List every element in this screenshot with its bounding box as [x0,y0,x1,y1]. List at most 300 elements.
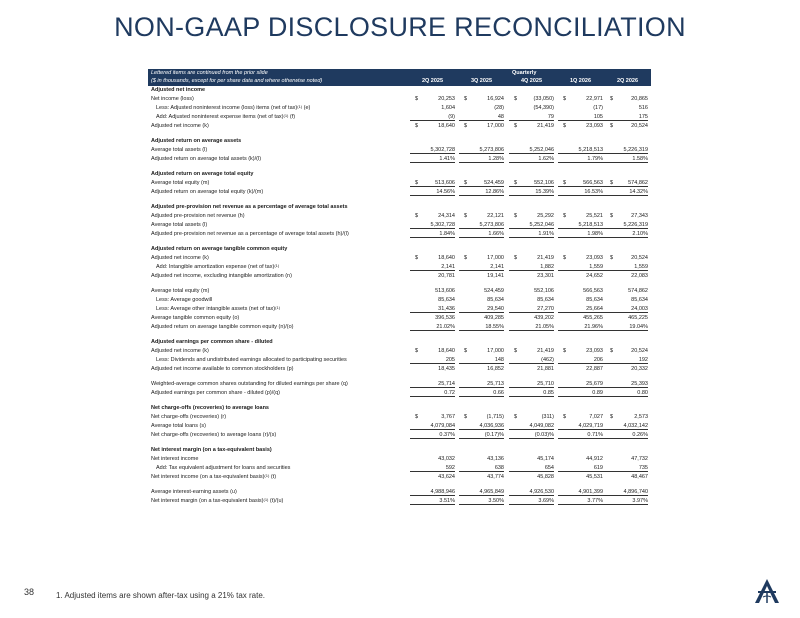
table-cell: 2.10% [603,230,648,238]
table-cell: 23,093 [586,348,603,354]
row-label-text: Average total assets (l) [151,222,208,228]
currency-symbol: $ [610,213,614,219]
table-cell: 552,106 [509,179,554,187]
row-label [151,473,276,482]
table-cell: 20,332 [631,366,648,372]
row-label-text: Adjusted return on average total equity [151,171,254,177]
table-cell: 654 [509,464,554,472]
col-header: 2Q 2026 [616,78,639,84]
table-cell: 79 [509,113,554,121]
table-row [148,314,651,323]
table-cell: 45,828 [537,474,554,480]
row-label-text: Less: Adjusted noninterest income (loss) items (net of tax) [156,105,298,111]
currency-symbol: $ [563,123,567,129]
table-cell: 14.56% [410,188,455,196]
table-cell: 16,852 [487,366,504,372]
table-cell: 1,604 [441,105,455,111]
table-cell: 25,521 [586,213,603,219]
row-label [151,404,269,413]
row-label-text: Adjusted return on average tangible common equity [151,246,288,252]
table-row [148,356,651,365]
currency-symbol: $ [610,180,614,186]
table-cell: 4,032,142 [603,422,648,430]
table-cell: 566,563 [583,288,603,294]
table-cell: 5,273,806 [459,221,504,229]
row-label [151,365,293,374]
table-cell: 2,573 [634,414,648,420]
row-label [151,338,273,347]
col-header: 1Q 2026 [569,78,592,84]
section-heading [148,86,651,95]
row-label-text: Net interest income [151,456,199,462]
table-cell: (311) [541,414,554,420]
table-row [148,263,651,272]
table-cell: 45,531 [586,474,603,480]
row-label-text: Adjusted net income available to common stockholders (p) [151,366,294,372]
row-label [151,146,207,155]
currency-symbol: $ [514,414,518,420]
reconciliation-table [148,69,651,506]
section-heading [148,203,651,212]
table-cell: 23,301 [537,273,554,279]
col-header: 3Q 2025 [470,78,493,84]
row-label-text: Net interest income (on a tax-equivalent basis) [151,474,265,480]
row-label-text: Adjusted earnings per common share - diluted [151,339,273,345]
row-label-text: Average total equity (m) [151,288,210,294]
table-cell: 574,862 [603,179,648,187]
row-label [151,347,209,356]
table-cell: 4,079,084 [410,422,455,430]
row-label [151,155,261,164]
row-label [151,287,209,296]
table-cell: 5,252,046 [509,221,554,229]
table-row [148,305,651,314]
footnote: 1. Adjusted items are shown after-tax using a 21% tax rate. [56,591,265,600]
table-cell: 1.84% [410,230,455,238]
table-cell: 20,524 [631,255,648,261]
table-cell: 5,226,319 [603,221,648,229]
header-group: Quarterly [512,70,537,76]
table-cell: 2,141 [410,263,455,271]
currency-symbol: $ [415,96,419,102]
table-cell: 0.71% [558,431,603,439]
row-label-text: Adjusted return on average total equity (k)/(m) [151,189,264,195]
table-row [148,254,651,263]
row-label-text: Adjusted pre-provision net revenue as a percentage of average total assets [151,204,348,210]
table-row [148,413,651,422]
table-cell: 18.55% [459,323,504,331]
table-cell: 43,624 [438,474,455,480]
table-row [148,287,651,296]
currency-symbol: $ [514,180,518,186]
footnote-marker: (1) [297,104,303,109]
row-label [156,356,347,365]
table-cell: 3.77% [558,497,603,505]
currency-symbol: $ [514,348,518,354]
currency-symbol: $ [415,123,419,129]
table-cell: 21.05% [509,323,554,331]
table-cell: (17) [593,105,603,111]
table-cell: 43,774 [487,474,504,480]
table-cell: 47,732 [631,456,648,462]
row-label [151,137,241,146]
table-cell: 619 [558,464,603,472]
row-label-suffix: (t)/(u) [268,498,284,504]
table-cell: 43,032 [438,456,455,462]
row-label [151,179,209,188]
table-cell: (33,050) [533,96,554,102]
row-label-text: Adjusted net income (k) [151,255,209,261]
row-label-text: Average total loans (s) [151,423,206,429]
table-cell: 85,634 [438,297,455,303]
currency-symbol: $ [464,213,468,219]
row-label-text: Adjusted return on average assets [151,138,242,144]
table-cell: 27,343 [631,213,648,219]
row-label-text: Adjusted net income (k) [151,123,209,129]
table-cell: 25,710 [509,380,554,388]
table-cell: 12.86% [459,188,504,196]
section-heading [148,446,651,455]
table-cell: 25,679 [558,380,603,388]
table-row [148,155,651,164]
table-cell: 1.58% [603,155,648,163]
row-label [151,230,349,239]
table-cell: 513,606 [410,179,455,187]
table-cell: 18,640 [438,348,455,354]
table-cell: 1.79% [558,155,603,163]
table-cell: 1,559 [603,263,648,271]
table-cell: 4,029,719 [558,422,603,430]
row-label [156,305,280,314]
table-cell: 2,141 [459,263,504,271]
table-row [148,473,651,482]
table-cell: 4,926,530 [509,488,554,496]
currency-symbol: $ [464,255,468,261]
table-cell: 24,003 [603,305,648,313]
table-cell: 25,713 [459,380,504,388]
page-title: NON-GAAP DISCLOSURE RECONCILIATION [114,12,686,42]
table-cell: 20,524 [631,348,648,354]
currency-symbol: $ [464,180,468,186]
table-cell: 48 [459,113,504,121]
row-label-text: Add: Tax equivalent adjustment for loans and securities [156,465,291,471]
row-label-text: Adjusted net income, excluding intangible amortization (n) [151,273,292,279]
row-label-text: Less: Dividends and undistributed earnings allocated to participating securities [156,357,347,363]
table-cell: 0.80 [603,389,648,397]
table-cell: 638 [459,464,504,472]
row-label-text: Weighted-average common shares outstanding for diluted earnings per share (q) [151,381,348,387]
row-label-text: Net income (loss) [151,96,194,102]
table-cell: 0.72 [410,389,455,397]
table-cell: 455,265 [583,315,603,321]
table-cell: 15.39% [509,188,554,196]
row-label-text: Adjusted return on average tangible common equity (n)/(o) [151,324,294,330]
section-heading [148,338,651,347]
currency-symbol: $ [415,213,419,219]
table-cell: 5,218,513 [558,221,603,229]
table-header [148,69,651,86]
table-cell: 175 [603,113,648,121]
table-cell: 45,174 [537,456,554,462]
row-label-text: Less: Average other intangible assets (net of tax) [156,306,276,312]
table-cell: 19,141 [487,273,504,279]
row-label [151,488,237,497]
currency-symbol: $ [464,348,468,354]
currency-symbol: $ [415,414,419,420]
table-cell: 29,540 [459,305,504,313]
row-label [156,296,212,305]
currency-symbol: $ [610,348,614,354]
table-cell: 17,000 [487,348,504,354]
table-cell: 4,988,946 [410,488,455,496]
header-units: ($ in thousands, except for per share data and where otherwise noted) [151,78,323,84]
row-label-text: Net interest margin (on a tax-equivalent basis) [151,447,272,453]
footnote-marker: (1) [263,497,269,502]
table-cell: 3.69% [509,497,554,505]
table-cell: 21,419 [537,255,554,261]
table-cell: 14.32% [603,188,648,196]
table-cell: 1.98% [558,230,603,238]
table-row [148,347,651,356]
row-label [151,254,209,263]
table-cell: 22,083 [631,273,648,279]
table-cell: 3.50% [459,497,504,505]
currency-symbol: $ [514,213,518,219]
table-cell: 0.89 [558,389,603,397]
table-cell: 7,027 [589,414,603,420]
table-cell: 24,314 [438,213,455,219]
col-header: 2Q 2025 [421,78,444,84]
row-label [156,263,279,272]
row-label-suffix: (t) [269,474,277,480]
table-cell: 23,093 [586,255,603,261]
row-label-suffix: (e) [302,105,311,111]
table-cell: 0.66 [459,389,504,397]
table-cell: (28) [494,105,504,111]
section-heading [148,170,651,179]
table-cell: 4,965,849 [459,488,504,496]
table-cell: 5,252,046 [509,146,554,154]
table-cell: 85,634 [631,297,648,303]
table-row [148,389,651,398]
table-cell: 25,664 [558,305,603,313]
table-cell: 0.85 [509,389,554,397]
row-label [151,212,245,221]
currency-symbol: $ [415,348,419,354]
table-cell: (1,715) [486,414,504,420]
row-label-text: Average interest-earning assets (u) [151,489,237,495]
table-cell: 516 [638,105,648,111]
table-cell: 18,435 [438,366,455,372]
currency-symbol: $ [610,96,614,102]
row-label [151,221,207,230]
row-label [156,113,295,122]
table-cell: 1.66% [459,230,504,238]
table-cell: 20,253 [438,96,455,102]
currency-symbol: $ [415,180,419,186]
table-cell: 1.41% [410,155,455,163]
table-cell: 20,781 [438,273,455,279]
row-label [151,431,276,440]
table-cell: 574,862 [628,288,648,294]
table-cell: 27,270 [509,305,554,313]
table-cell: 31,436 [410,305,455,313]
table-row [148,104,651,113]
table-cell: 22,971 [586,96,603,102]
table-cell: (0.03)% [509,431,554,439]
table-cell: (54,390) [533,105,554,111]
table-row [148,488,651,497]
table-cell: 192 [603,356,648,364]
currency-symbol: $ [610,123,614,129]
table-cell: 206 [558,356,603,364]
table-row [148,113,651,122]
row-label-text: Average total equity (m) [151,180,210,186]
row-label [151,95,194,104]
row-label [151,455,198,464]
row-label-text: Average tangible common equity (o) [151,315,240,321]
table-cell: 19.04% [603,323,648,331]
table-cell: 1.91% [509,230,554,238]
table-row [148,323,651,332]
table-cell: 513,606 [435,288,455,294]
row-label [151,380,348,389]
table-cell: 25,393 [603,380,648,388]
table-cell: (0.17)% [459,431,504,439]
currency-symbol: $ [514,123,518,129]
table-cell: 1.28% [459,155,504,163]
table-cell: 465,225 [628,315,648,321]
table-row [148,122,651,131]
table-cell: 44,912 [586,456,603,462]
table-row [148,95,651,104]
table-cell: 524,459 [484,288,504,294]
row-label-text: Adjusted earnings per common share - diluted (p)/(q) [151,390,281,396]
table-cell: 5,273,806 [459,146,504,154]
table-cell: 4,901,399 [558,488,603,496]
currency-symbol: $ [563,348,567,354]
currency-symbol: $ [464,414,468,420]
row-label [151,188,263,197]
table-cell: 23,093 [586,123,603,129]
row-label [151,314,239,323]
currency-symbol: $ [563,414,567,420]
row-label [151,170,253,179]
table-cell: 18,640 [438,123,455,129]
page-number: 38 [24,587,35,597]
table-cell: 0.37% [410,431,455,439]
table-cell: 85,634 [586,297,603,303]
footnote-marker: (1) [274,263,280,268]
row-label-text: Adjusted net income [151,87,206,93]
table-cell: 0.26% [603,431,648,439]
table-row [148,497,651,506]
table-cell: 21.02% [410,323,455,331]
table-row [148,212,651,221]
table-row [148,380,651,389]
row-label [151,446,272,455]
table-body [148,86,651,506]
row-label-text: Adjusted return on average total assets (k)/(l) [151,156,262,162]
table-cell: 21.96% [558,323,603,331]
table-cell: 18,640 [438,255,455,261]
table-cell: 409,285 [484,315,504,321]
table-cell: 4,896,740 [603,488,648,496]
table-cell: 3,767 [441,414,455,420]
row-label [151,389,280,398]
table-cell: 22,121 [487,213,504,219]
table-row [148,221,651,230]
row-label [151,272,292,281]
row-label-text: Net interest margin (on a tax-equivalent basis) [151,498,264,504]
row-label-text: Net charge-offs (recoveries) (r) [151,414,227,420]
currency-symbol: $ [563,255,567,261]
table-cell: 552,106 [534,288,554,294]
table-cell: 21,419 [537,123,554,129]
row-label [151,497,283,506]
row-label [151,86,205,95]
table-cell: 17,000 [487,255,504,261]
table-cell: (462) [509,356,554,364]
section-heading [148,404,651,413]
table-cell: 1.62% [509,155,554,163]
company-logo-icon [752,578,782,604]
row-label [151,122,209,131]
currency-symbol: $ [563,213,567,219]
table-cell: 1,882 [509,263,554,271]
table-cell: 105 [558,113,603,121]
currency-symbol: $ [514,96,518,102]
table-cell: 148 [459,356,504,364]
currency-symbol: $ [464,123,468,129]
row-label [151,413,226,422]
currency-symbol: $ [514,255,518,261]
table-row [148,296,651,305]
table-row [148,455,651,464]
table-cell: 396,536 [435,315,455,321]
table-row [148,272,651,281]
table-row [148,179,651,188]
table-cell: 4,049,082 [509,422,554,430]
table-cell: 25,714 [410,380,455,388]
table-cell: (9) [410,113,455,121]
row-label-text: Add: Adjusted noninterest expense items (net of tax) [156,114,284,120]
currency-symbol: $ [415,255,419,261]
currency-symbol: $ [563,96,567,102]
table-cell: 566,563 [558,179,603,187]
table-cell: 24,652 [586,273,603,279]
table-cell: 592 [410,464,455,472]
table-row [148,431,651,440]
row-label-text: Adjusted pre-provision net revenue (h) [151,213,245,219]
row-label [151,323,293,332]
table-cell: 16,924 [487,96,504,102]
table-cell: 205 [410,356,455,364]
row-label-text: Net charge-offs (recoveries) to average loans [151,405,269,411]
table-cell: 20,524 [631,123,648,129]
col-header: 4Q 2025 [520,78,543,84]
table-cell: 85,634 [537,297,554,303]
table-cell: 5,218,513 [558,146,603,154]
table-cell: 17,000 [487,123,504,129]
table-row [148,422,651,431]
row-label [151,245,287,254]
table-cell: 735 [603,464,648,472]
row-label-text: Less: Average goodwill [156,297,213,303]
row-label-text: Add: Intangible amortization expense (net of tax) [156,264,275,270]
table-row [148,464,651,473]
table-row [148,365,651,374]
